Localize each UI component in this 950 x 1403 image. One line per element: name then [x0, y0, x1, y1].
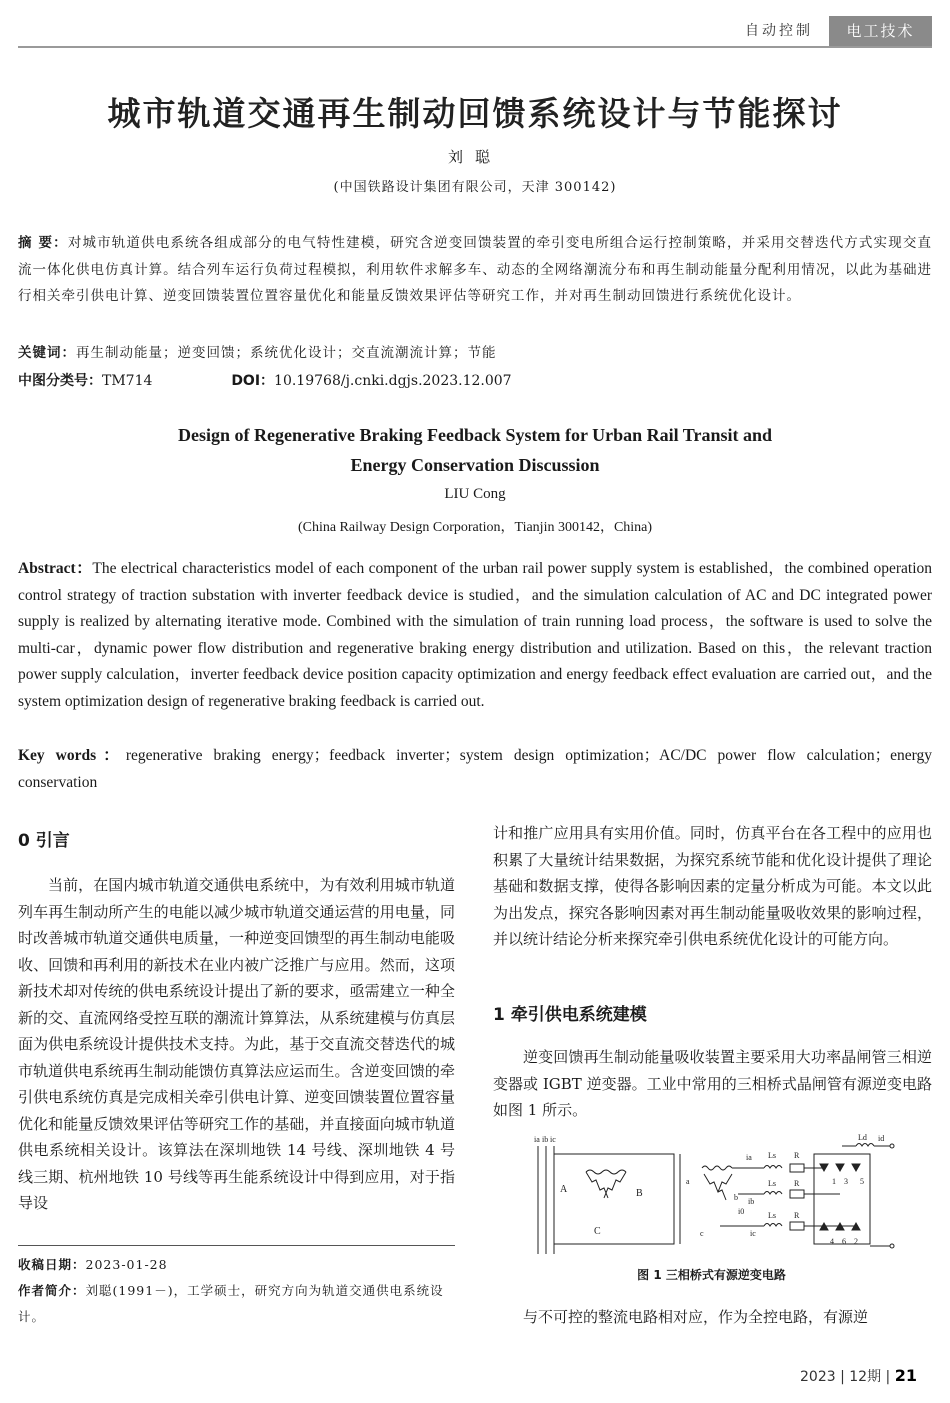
- classification-doi-row: [18, 370, 512, 390]
- fig-label-R-a: R: [794, 1151, 800, 1160]
- abstract-en-label: Abstract：: [18, 560, 93, 577]
- fig-label-t3: 3: [844, 1177, 848, 1186]
- fig-label-c: c: [700, 1229, 704, 1238]
- paper-title-en-line1: Design of Regenerative Braking Feedback System for Urban Rail Transit and: [178, 425, 772, 445]
- fig-label-ib-branch: ib: [748, 1197, 755, 1206]
- fig-label-B: B: [636, 1188, 643, 1199]
- author-en: LIU Cong: [444, 486, 506, 502]
- inductor-ls-a: [764, 1166, 782, 1169]
- fig-label-A: A: [560, 1184, 568, 1195]
- affiliation-en: (China Railway Design Corporation，Tianjin 300142，China): [297, 520, 653, 535]
- winding-ac: [586, 1172, 608, 1198]
- header-divider: [18, 46, 932, 48]
- abstract-en: [18, 556, 932, 715]
- classification-label: 中图分类号：: [18, 373, 102, 389]
- fig-label-ia-branch: ia: [746, 1153, 752, 1162]
- thyristor-5: [852, 1164, 860, 1171]
- transformer-frame: [554, 1154, 674, 1244]
- dc-terminal-positive: [890, 1144, 894, 1148]
- received-value: 2023-01-28: [85, 1257, 168, 1272]
- after-figure-paragraph: 与不可控的整流电路相对应，作为全控电路，有源逆: [523, 1308, 869, 1326]
- fig-label-ia: ia: [534, 1135, 540, 1144]
- fig-label-t1: 1: [832, 1177, 836, 1186]
- author-cn: 刘聪: [447, 148, 502, 166]
- fig-label-Ld: Ld: [858, 1134, 867, 1142]
- fig-label-ib: ib: [542, 1135, 549, 1144]
- section-1-paragraph: 逆变回馈再生制动能量吸收装置主要采用大功率晶闸管三相逆变器或 IGBT 逆变器。工业中常用的三相桥式晶闸管有源逆变电路如图 1 所示。: [493, 1048, 932, 1119]
- winding-bc: [604, 1172, 626, 1198]
- secondary-winding-c: [704, 1174, 726, 1200]
- classification-value: TM714: [102, 373, 153, 389]
- fig-label-a: a: [686, 1177, 690, 1186]
- keywords-cn-text: 再生制动能量；逆变回馈；系统优化设计；交直流潮流计算；节能: [76, 345, 497, 361]
- footer-issue: 12期: [849, 1369, 882, 1385]
- abstract-cn-label: 摘 要：: [18, 235, 68, 251]
- footnote-divider: [18, 1245, 455, 1246]
- received-date: [18, 1252, 455, 1278]
- abstract-cn: [18, 230, 932, 310]
- fig-label-R-c: R: [794, 1211, 800, 1220]
- inductor-ls-c: [764, 1224, 782, 1227]
- resistor-r-c: [790, 1222, 804, 1230]
- journal-category: 自动控制: [745, 23, 813, 39]
- footer-year: 2023: [800, 1369, 836, 1385]
- paper-title-cn: 城市轨道交通再生制动回馈系统设计与节能探讨: [107, 94, 843, 133]
- doi-label: DOI：: [231, 373, 275, 389]
- resistor-r-a: [790, 1164, 804, 1172]
- paper-title-en: [0, 420, 950, 480]
- fig-label-Ls-b: Ls: [768, 1179, 776, 1188]
- section-0-paragraph: 当前，在国内城市轨道交通供电系统中，为有效利用城市轨道列车再生制动所产生的电能以减少城市轨道交通运营的用电量，同时改善城市轨道交通供电质量，一种逆变回馈型的再生制动电能吸收、回馈和再利用的新技术在业内被广泛推广与应用。然而，这项新技术却对传统的供电系统设计提出了新的要求，亟需建立一种全新的交、直流网络受控互联的潮流计算算法，从系统建模与仿真层面为供电系统设计提供技术支持。为此，基于交直流交替迭代的城市轨道供电系统再生制动能馈仿真算法应运而生。含逆变回馈的牵引供电系统仿真是完成相关牵引供电计算、逆变回馈装置位置容量优化和能量反馈效果评估等研究工作的基础，并直接面向城市轨道供电系统相关设计。该算法在深圳地铁 14 号线、深圳地铁 4 号线三期、杭州地铁 10 号线等再生能系统设计中得到应用，对于指导设: [18, 876, 455, 1212]
- keywords-cn-label: 关键词：: [18, 345, 76, 361]
- page-footer: 2023 | 12期 | 21: [800, 1366, 917, 1385]
- keywords-en: [18, 743, 932, 796]
- winding-ab: [586, 1170, 626, 1174]
- page-number: 21: [894, 1366, 917, 1385]
- thyristor-3: [836, 1164, 844, 1171]
- dc-terminal-negative: [890, 1244, 894, 1248]
- inductor-ls-b: [764, 1192, 782, 1195]
- section-1-heading: 1 牵引供电系统建模: [493, 1005, 647, 1025]
- abstract-en-text: The electrical characteristics model of each component of the urban rail power supply system is established，the combined operation control strategy of traction substation with inverter feedback device is studied，and the simulation calculation of AC and DC integrated power supply is realized by alternating iterative mode. Combined with the simulation of train running load process，the software is used to solve the multi-car，dynamic power flow distribution and regenerative braking energy distribution and utilization. Based on this，the relevant traction power supply calculation，inverter feedback device position capacity optimization and energy feedback effect evaluation are carried out，and the system optimization design of regenerative braking feedback is carried out.: [18, 560, 932, 710]
- fig-label-t6: 6: [842, 1237, 846, 1246]
- fig-label-i0: i0: [738, 1207, 745, 1216]
- author-bio: [18, 1278, 455, 1330]
- intro-continued-paragraph: 计和推广应用具有实用价值。同时，仿真平台在各工程中的应用也积累了大量统计结果数据，为探究系统节能和优化设计提供了理论基础和数据支撑，使得各影响因素的定量分析成为可能。本文以此为出发点，探究各影响因素对再生制动能量吸收效果的影响过程，并以统计结论分析来探究牵引供电系统优化设计的可能方向。: [493, 824, 932, 948]
- resistor-r-b: [790, 1190, 804, 1198]
- fig-label-t4: 4: [830, 1237, 834, 1246]
- secondary-winding-b: [718, 1174, 732, 1192]
- keywords-en-label: Key words：: [18, 747, 126, 764]
- affiliation-cn: (中国铁路设计集团有限公司，天津 300142): [333, 180, 617, 195]
- abstract-cn-text: 对城市轨道供电系统各组成部分的电气特性建模，研究含逆变回馈装置的牵引变电所组合运行控制策略，并采用交替迭代方式实现交直流一体化供电仿真计算。结合列车运行负荷过程模拟，利用软件求解多车、动态的全网络潮流分布和再生制动能量分配利用情况，以此为基础进行相关牵引供电计算、逆变回馈装置位置容量优化和能量反馈效果评估等研究工作，并对再生制动回馈进行系统优化设计。: [18, 235, 933, 304]
- figure-1-caption: 图 1 三相桥式有源逆变电路: [637, 1268, 786, 1282]
- paper-title-en-line2: Energy Conservation Discussion: [350, 455, 600, 475]
- fig-label-R-b: R: [794, 1179, 800, 1188]
- fig-label-C: C: [594, 1226, 601, 1237]
- received-label: 收稿日期：: [18, 1257, 86, 1272]
- fig-label-b: b: [734, 1193, 738, 1202]
- fig-label-Ls-c: Ls: [768, 1211, 776, 1220]
- fig-label-t2: 2: [854, 1237, 858, 1246]
- inductor-ld: [856, 1144, 874, 1147]
- author-bio-text: 刘聪(1991－)，工学硕士，研究方向为轨道交通供电系统设计。: [18, 1283, 444, 1324]
- doi-value: 10.19768/j.cnki.dgjs.2023.12.007: [274, 373, 512, 389]
- figure-1-circuit-diagram: [524, 1134, 899, 1258]
- fig-label-ic-branch: ic: [750, 1229, 756, 1238]
- fig-label-ic: ic: [550, 1135, 556, 1144]
- fig-label-t5: 5: [860, 1177, 864, 1186]
- secondary-winding-a: [702, 1166, 732, 1170]
- journal-section-tag: 电工技术: [829, 16, 932, 46]
- fig-label-Ls-a: Ls: [768, 1151, 776, 1160]
- keywords-en-text: regenerative braking energy；feedback inverter；system design optimization；AC/DC power flow calculation；energy conservation: [18, 747, 932, 791]
- author-bio-label: 作者简介：: [18, 1283, 86, 1298]
- fig-label-id: id: [878, 1134, 885, 1143]
- keywords-cn: [18, 340, 932, 367]
- section-0-heading: 0 引言: [18, 831, 70, 851]
